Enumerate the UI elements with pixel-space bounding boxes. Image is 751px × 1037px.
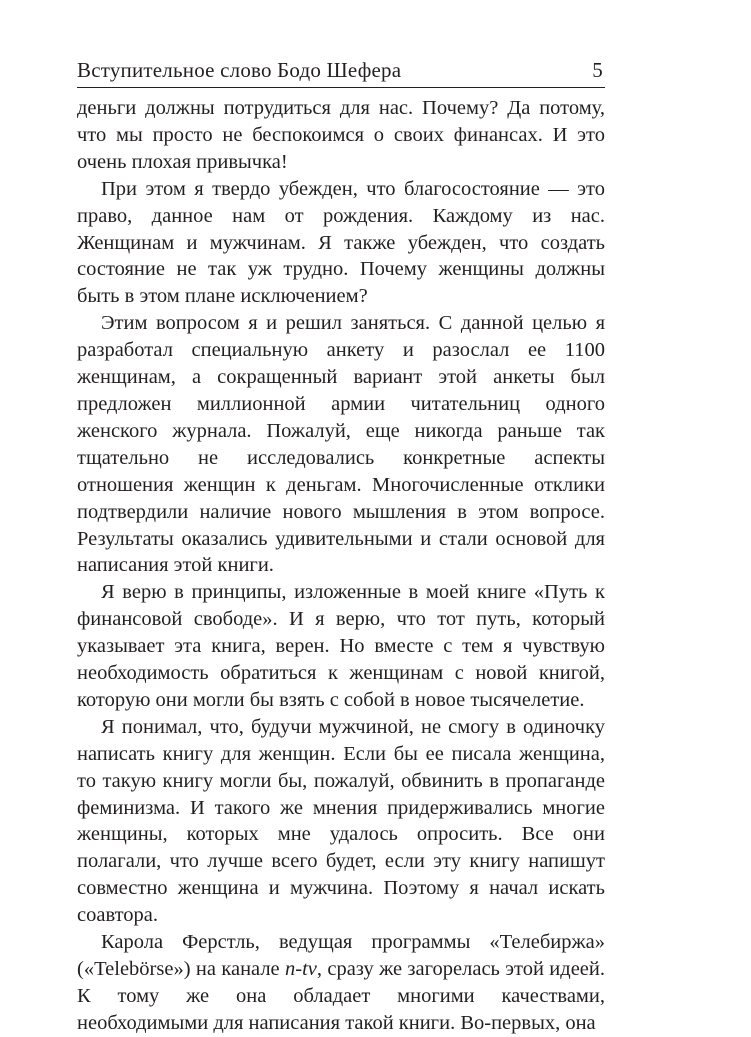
running-head-title: Вступительное слово Бодо Шефера — [77, 58, 402, 82]
paragraph-1: деньги должны потрудиться для нас. Почему? Да потому, что мы просто не беспокоимся о своих финансах. И это очень плохая привычка! — [77, 97, 605, 173]
channel-name: n-tv — [285, 958, 317, 980]
paragraph-6-start: Карола Ферстль, ведущая программы «Телебиржа» («Telebörse») на канале — [77, 931, 605, 980]
paragraph-6 — [77, 929, 605, 1037]
paragraph-4: Я верю в принципы, изложенные в моей книге «Путь к финансовой свободе». И я верю, что тот путь, который указывает эта книга, верен. Но вместе с тем я чувствую необходимость обратиться к женщинам с новой книгой, которую они могли бы взять с собой в новое тысячелетие. — [77, 581, 605, 711]
page-number: 5 — [592, 58, 603, 82]
body-text — [77, 95, 605, 1037]
paragraph-2: При этом я твердо убежден, что благосостояние — это право, данное нам от рождения. Каждому из нас. Женщинам и мужчинам. Я также убежден, что создать состояние не так уж трудно. Почему женщины должны быть в этом плане исключением? — [77, 177, 605, 308]
paragraph-6-end: , сразу же загорелась этой идеей. К тому же она обладает многими качествами, необходимыми для написания такой книги. Во-первых, она — [77, 958, 605, 1034]
header-rule — [77, 87, 605, 88]
paragraph-5: Я понимал, что, будучи мужчиной, не смогу в одиночку написать книгу для женщин. Если бы ее писала женщина, то такую книгу могли бы, пожалуй, обвинить в пропаганде феминизма. И такого же мнения придерживались многие женщины, которых мне удалось опросить. Все они полагали, что лучше всего будет, если эту книгу напишут совместно женщина и мужчина. Поэтому я начал искать соавтора. — [77, 715, 605, 927]
running-head — [77, 56, 605, 84]
book-page — [77, 0, 605, 1034]
paragraph-3: Этим вопросом я и решил заняться. С данной целью я разработал специальную анкету и разослал ее 1100 женщинам, а сокращенный вариант этой анкеты был предложен миллионной армии читательниц одного женского журнала. Пожалуй, еще никогда раньше так тщательно не исследовались конкретные аспекты отношения женщин к деньгам. Многочисленные отклики подтвердили наличие нового мышления в этом вопросе. Результаты оказались удивительными и стали основой для написания этой книги. — [77, 312, 605, 577]
